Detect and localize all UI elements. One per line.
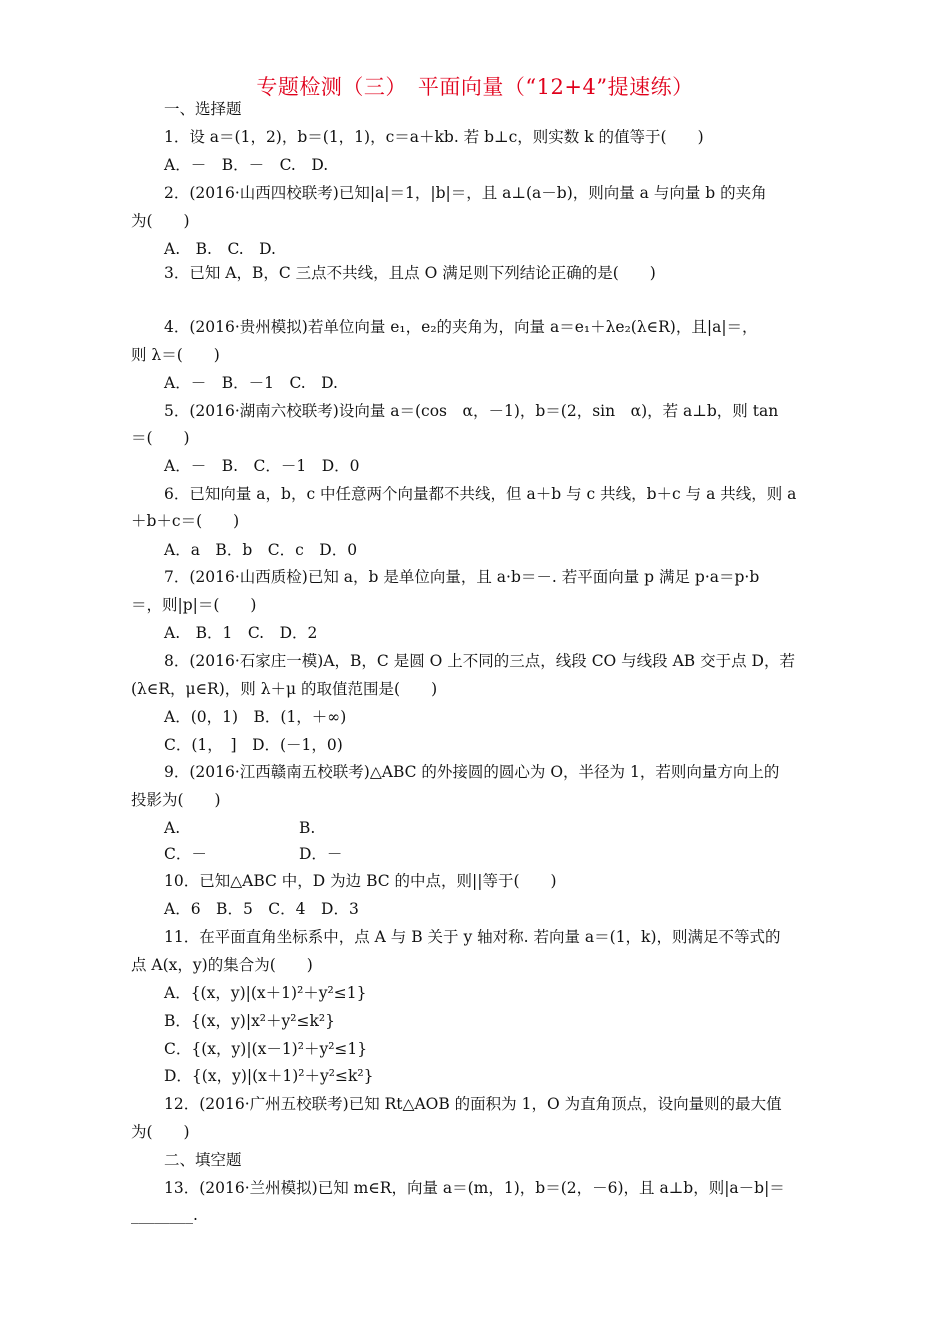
question-1: 1．设 a＝(1，2)，b＝(1，1)，c＝a＋kb. 若 b⊥c，则实数 k 的值等于( ) (164, 128, 704, 146)
question-1-options: A．－ B．－ C. D. (164, 156, 329, 174)
question-10-options: A．6 B．5 C．4 D．3 (164, 900, 359, 918)
question-11-cont: 点 A(x，y)的集合为( ) (131, 956, 313, 974)
question-7-options: A. B．1 C. D．2 (164, 624, 318, 642)
question-6: 6．已知向量 a，b，c 中任意两个向量都不共线，但 a＋b 与 c 共线，b＋c 与 a 共线，则 a (164, 485, 797, 503)
question-2-cont: 为( ) (131, 212, 190, 230)
question-4-cont: 则 λ＝( ) (131, 346, 220, 364)
question-11-option-a: A．{(x，y)|(x＋1)²＋y²≤1} (164, 984, 367, 1002)
question-5-cont: ＝( ) (131, 429, 190, 447)
section-heading: 一、选择题 (164, 100, 242, 118)
question-7: 7．(2016·山西质检)已知 a，b 是单位向量，且 a·b＝－. 若平面向量 p 满足 p·a＝p·b (164, 568, 760, 586)
question-13: 13．(2016·兰州模拟)已知 m∈R，向量 a＝(m，1)，b＝(2，－6)，且 a⊥b，则|a－b|＝ (164, 1179, 785, 1197)
question-9-option-c: C．－ (164, 845, 207, 863)
question-13-blank: ________. (131, 1206, 198, 1224)
question-5-options: A．－ B. C．－1 D．0 (164, 457, 360, 475)
question-8: 8．(2016·石家庄一模)A，B，C 是圆 O 上不同的三点，线段 CO 与线段 AB 交于点 D，若 (164, 652, 795, 670)
question-6-options: A．a B．b C．c D．0 (164, 541, 358, 559)
question-12: 12．(2016·广州五校联考)已知 Rt△AOB 的面积为 1，O 为直角顶点，设向量则的最大值 (164, 1095, 782, 1113)
question-6-cont: ＋b＋c＝( ) (131, 512, 240, 530)
question-5: 5．(2016·湖南六校联考)设向量 a＝(cos α，－1)，b＝(2，sin α)，若 a⊥b，则 tan (164, 402, 779, 420)
question-4-options: A．－ B．－1 C. D. (164, 374, 338, 392)
question-8-options-cd: C．(1， ] D．(－1，0) (164, 736, 343, 754)
question-11-option-b: B．{(x，y)|x²＋y²≤k²} (164, 1012, 335, 1030)
question-2: 2．(2016·山西四校联考)已知|a|＝1，|b|＝，且 a⊥(a－b)，则向量 a 与向量 b 的夹角 (164, 184, 767, 202)
question-11-option-d: D．{(x，y)|(x＋1)²＋y²≤k²} (164, 1067, 374, 1085)
question-9-option-a: A. (164, 819, 181, 837)
question-8-options-ab: A．(0，1) B．(1，＋∞) (164, 708, 347, 726)
question-3: 3．已知 A，B，C 三点不共线，且点 O 满足则下列结论正确的是( ) (164, 264, 656, 282)
question-11-option-c: C．{(x，y)|(x－1)²＋y²≤1} (164, 1040, 368, 1058)
question-4: 4．(2016·贵州模拟)若单位向量 e₁，e₂的夹角为，向量 a＝e₁＋λe₂(λ∈R)，且|a|＝， (164, 318, 758, 336)
question-9-option-b: B. (299, 819, 316, 837)
question-9: 9．(2016·江西赣南五校联考)△ABC 的外接圆的圆心为 O，半径为 1，若则向量方向上的 (164, 763, 780, 781)
question-7-cont: ＝，则|p|＝( ) (131, 596, 257, 614)
question-9-cont: 投影为( ) (131, 791, 221, 809)
question-2-options: A. B. C. D. (164, 240, 276, 258)
section-heading: 二、填空题 (164, 1151, 242, 1169)
question-10: 10．已知△ABC 中，D 为边 BC 的中点，则||等于( ) (164, 872, 557, 890)
question-12-cont: 为( ) (131, 1123, 190, 1141)
question-9-option-d: D．－ (299, 845, 343, 863)
question-8-cont: (λ∈R，μ∈R)，则 λ＋μ 的取值范围是( ) (131, 680, 438, 698)
page-title: 专题检测（三） 平面向量（“12+4”提速练） (256, 75, 694, 99)
question-11: 11．在平面直角坐标系中，点 A 与 B 关于 y 轴对称. 若向量 a＝(1，k)，则满足不等式的 (164, 928, 781, 946)
